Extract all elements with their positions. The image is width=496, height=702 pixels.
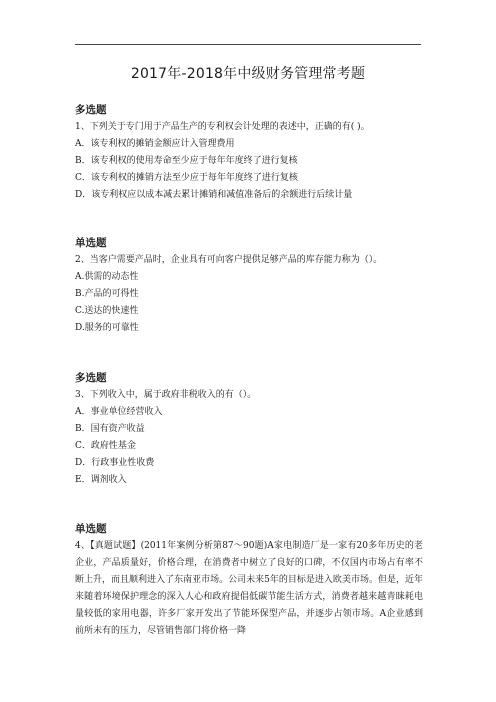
option-b: B.产品的可得性 — [75, 289, 139, 299]
option-b: B．国有资产收益 — [75, 424, 145, 434]
option-a: A．事业单位经营收入 — [75, 407, 163, 417]
option-d: D．该专利权应以成本减去累计摊销和减值准备后的余额进行后续计量 — [75, 190, 353, 200]
option-c: C．政府性基金 — [75, 441, 136, 451]
question-text: 2、当客户需要产品时，企业具有可向客户提供足够产品的库存能力称为（）。 — [75, 255, 383, 265]
question-type-heading: 单选题 — [75, 237, 107, 249]
question-block-1 — [75, 102, 423, 204]
option-b: B．该专利权的使用寿命至少应于每年年度终了进行复核 — [75, 156, 298, 166]
option-c: C．该专利权的摊销方法至少应于每年年度终了进行复核 — [75, 173, 298, 183]
question-type-heading: 单选题 — [75, 523, 107, 535]
header-rule — [75, 44, 421, 45]
option-c: C.送达的快速性 — [75, 306, 139, 316]
document-title: 2017年-2018年中级财务管理常考题 — [130, 66, 366, 82]
question-type-heading: 多选题 — [75, 372, 107, 384]
option-e: E．调剂收入 — [75, 475, 127, 485]
question-type-heading: 多选题 — [75, 104, 107, 116]
question-text: 1、下列关于专门用于产品生产的专利权会计处理的表述中，正确的有( )。 — [75, 122, 370, 132]
question-block-3 — [75, 370, 423, 489]
option-d: D．行政事业性收费 — [75, 458, 155, 468]
option-d: D.服务的可靠性 — [75, 323, 139, 333]
option-a: A．该专利权的摊销金额应计入管理费用 — [75, 139, 235, 149]
question-text: 4、【真题试题】(2011年案例分析第87～90题)A家电制造厂是一家有20多年历史的老企业，产品质量好，价格合理，在消费者中树立了良好的口碑，不仅国内市场占有率不断上升，而且顺利进入了东南亚市场。公司未来5年的目标是进入欧美市场。但是，近年来随着环境保护理念的深入人心和政府提倡低碳节能生活方式，消费者越来越青睐耗电量较低的家用电器，许多厂家开发出了节能环保型产品，并逐步占领市场。A企业感到前所未有的压力，尽管销售部门将价格一降 — [75, 541, 423, 636]
option-a: A.供需的动态性 — [75, 272, 139, 282]
question-block-2 — [75, 235, 423, 337]
question-block-4 — [75, 521, 423, 640]
question-text: 3、下列收入中，属于政府非税收入的有（）。 — [75, 390, 257, 400]
